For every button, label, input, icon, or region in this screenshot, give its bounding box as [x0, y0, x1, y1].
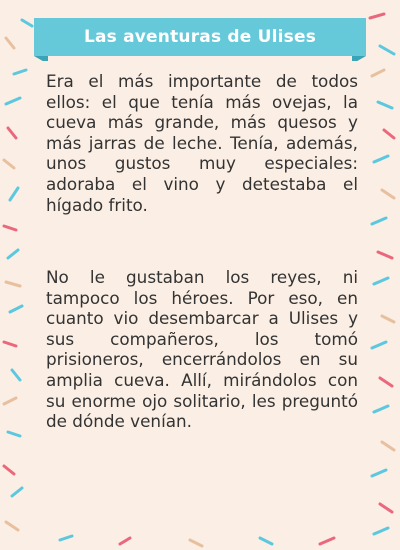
- confetti-stroke: [10, 188, 18, 200]
- confetti-stroke: [4, 160, 14, 168]
- confetti-stroke: [4, 226, 16, 230]
- page-title: Las aventuras de Ulises: [83, 27, 317, 47]
- confetti-stroke: [4, 466, 14, 474]
- confetti-stroke: [4, 398, 16, 404]
- confetti-stroke: [12, 370, 20, 380]
- story-paragraph-1: Era el más importante de todos ellos: el que tenía más ovejas, la cueva más grande, más quesos y más jarras de leche. Tenía, además, unos gustos muy especiales: adoraba el vino y detestaba el hígado frito.: [46, 71, 358, 215]
- confetti-stroke: [6, 282, 20, 286]
- confetti-stroke: [374, 156, 388, 162]
- confetti-stroke: [372, 218, 386, 224]
- confetti-stroke: [382, 442, 394, 450]
- confetti-stroke: [10, 306, 22, 312]
- confetti-stroke: [6, 38, 14, 48]
- confetti-stroke: [120, 538, 130, 544]
- confetti-stroke: [370, 14, 384, 18]
- confetti-stroke: [382, 316, 394, 322]
- confetti-stroke: [8, 432, 20, 436]
- confetti-stroke: [8, 250, 18, 258]
- confetti-stroke: [382, 190, 394, 198]
- confetti-stroke: [22, 20, 32, 26]
- confetti-stroke: [372, 470, 386, 476]
- confetti-stroke: [8, 128, 16, 138]
- confetti-stroke: [372, 70, 384, 76]
- confetti-stroke: [60, 536, 72, 540]
- confetti-stroke: [378, 252, 392, 258]
- confetti-stroke: [12, 488, 22, 496]
- confetti-stroke: [384, 130, 394, 138]
- confetti-stroke: [6, 98, 20, 104]
- confetti-stroke: [374, 278, 388, 284]
- confetti-stroke: [260, 538, 272, 544]
- confetti-stroke: [380, 46, 394, 54]
- story-paragraph-2: No le gustaban los reyes, ni tampoco los héroes. Por eso, en cuanto vio desembarcar a Ulises y sus compañeros, los tomó prisioneros, encerrándolos en su amplia cueva. Allí, mirándolos con su enorme ojo solitario, les preguntó de dónde venían.: [46, 267, 358, 432]
- confetti-stroke: [380, 378, 392, 386]
- confetti-stroke: [378, 102, 392, 108]
- confetti-stroke: [6, 522, 18, 530]
- confetti-stroke: [14, 70, 26, 74]
- confetti-stroke: [380, 504, 392, 512]
- confetti-stroke: [190, 540, 202, 546]
- confetti-stroke: [372, 342, 386, 348]
- confetti-stroke: [320, 538, 334, 544]
- confetti-stroke: [374, 528, 388, 534]
- confetti-stroke: [374, 406, 388, 412]
- confetti-stroke: [4, 342, 16, 346]
- story-card: [32, 61, 370, 531]
- title-ribbon: [34, 18, 366, 64]
